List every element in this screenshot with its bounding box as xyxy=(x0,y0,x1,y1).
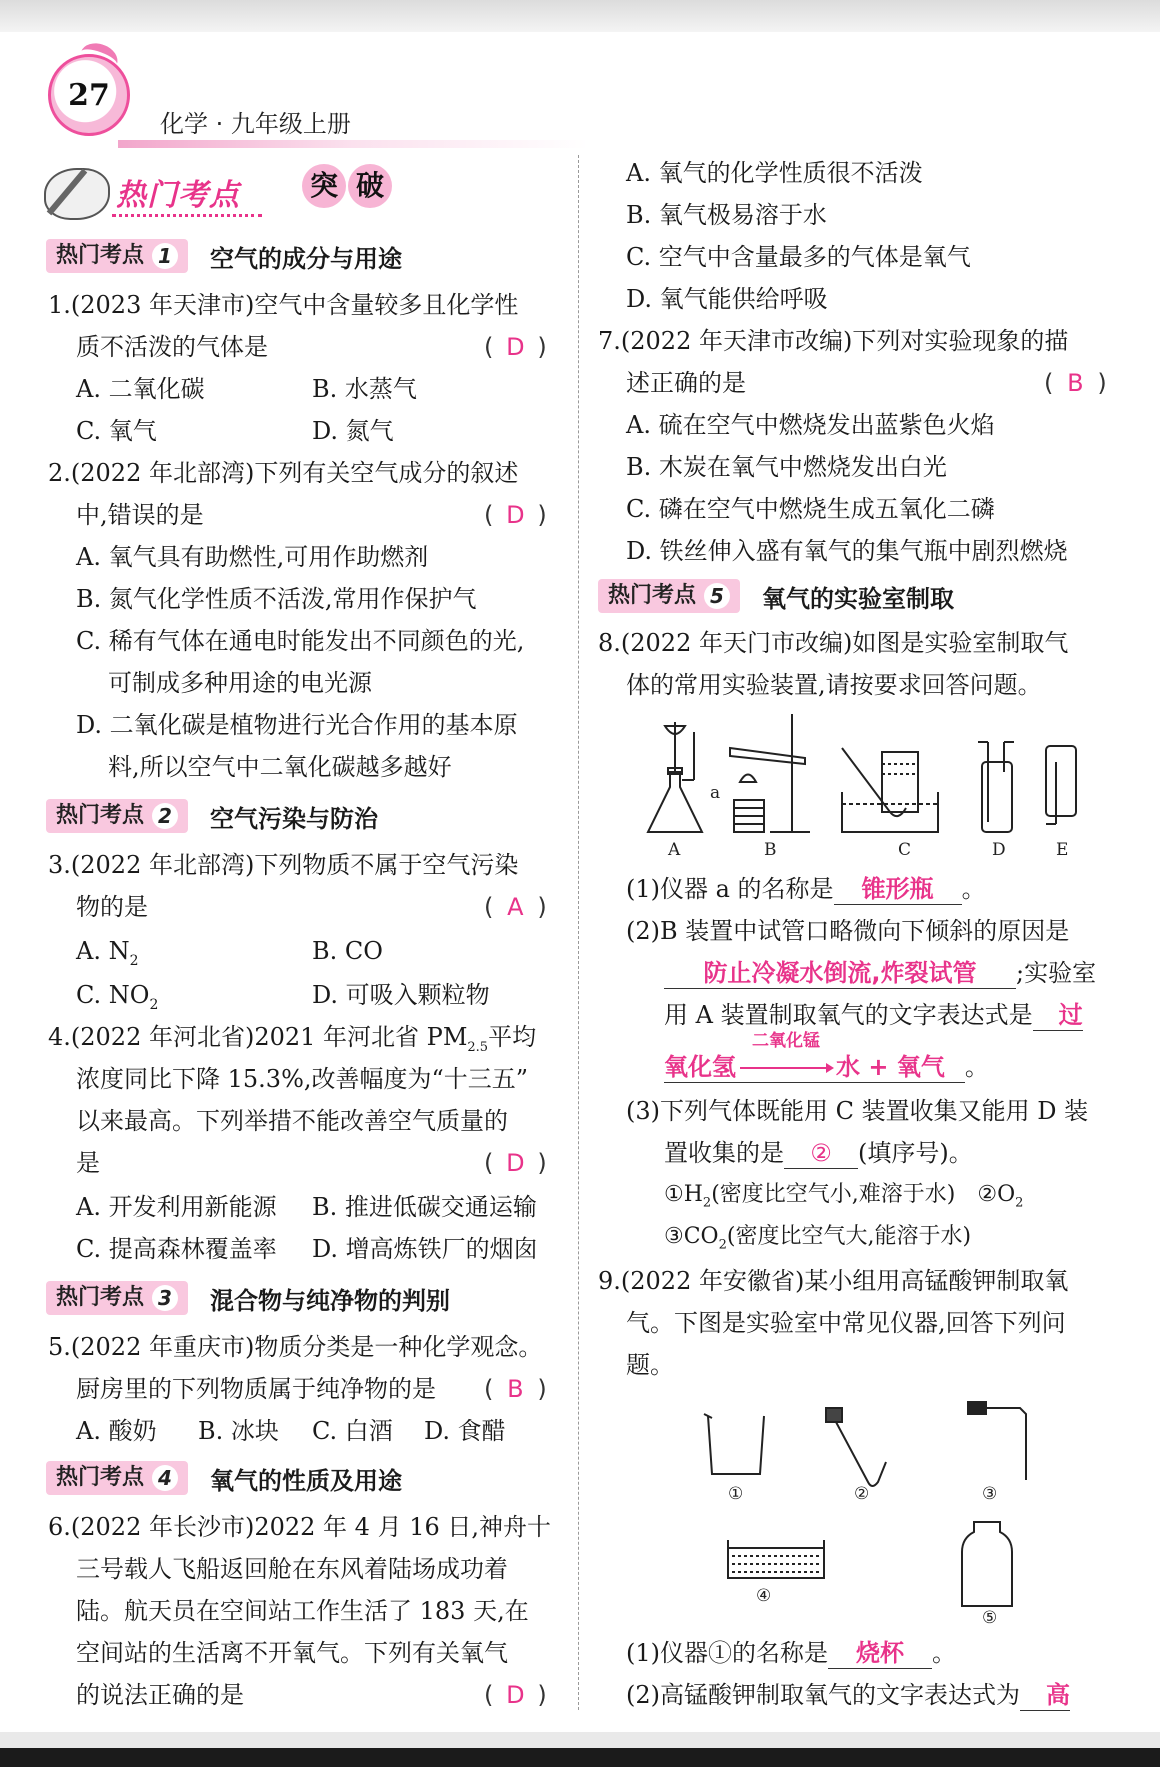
q5-option-b: B. 冰块 xyxy=(198,1417,279,1445)
q5-option-a: A. 酸奶 xyxy=(76,1417,157,1445)
q8-part2-line2: 防止冷凝水倒流,炸裂试管 ;实验室 xyxy=(664,958,1096,989)
apparatus-label: B xyxy=(764,840,777,860)
page-number-badge: 27 xyxy=(48,54,130,136)
hot-topic-name: 空气污染与防治 xyxy=(210,804,379,833)
q4-line4: 是 xyxy=(76,1149,100,1177)
q4-line3: 以来最高。下列举措不能改善空气质量的 xyxy=(76,1107,508,1135)
header-underline xyxy=(118,140,588,148)
q8-part2-line1: (2)B 装置中试管口略微向下倾斜的原因是 xyxy=(626,917,1070,945)
instrument-stopper-bent-tube xyxy=(968,1402,1026,1480)
q2-option-b: B. 氮气化学性质不活泼,常用作保护气 xyxy=(76,585,477,613)
q5-line2: 厨房里的下列物质属于纯净物的是 xyxy=(76,1375,436,1403)
hot-topic-name: 氧气的实验室制取 xyxy=(762,584,955,613)
q8-part2-line3: 用 A 装置制取氧气的文字表达式是 过 xyxy=(664,1001,1083,1029)
q6-line4: 空间站的生活离不开氧气。下列有关氧气 xyxy=(76,1639,508,1667)
q4-option-b: B. 推进低碳交通运输 xyxy=(312,1193,537,1221)
hot-topic-name: 混合物与纯净物的判别 xyxy=(210,1286,451,1315)
q7-option-b: B. 木炭在氧气中燃烧发出白光 xyxy=(626,453,947,481)
apparatus-label: C xyxy=(898,840,912,860)
q9-line2: 气。下图是实验室中常见仪器,回答下列问 xyxy=(626,1309,1066,1337)
q6-line2: 三号载人飞船返回舱在东风着陆场成功着 xyxy=(76,1555,508,1583)
q5-line1: 5.(2022 年重庆市)物质分类是一种化学观念。 xyxy=(48,1333,543,1361)
hot-topic-tag: 热门考点 3 xyxy=(46,1281,188,1315)
q7-line2: 述正确的是 xyxy=(626,369,746,397)
q4-option-c: C. 提高森林覆盖率 xyxy=(76,1235,277,1263)
instrument-label: ④ xyxy=(756,1586,772,1606)
q6-option-c: C. 空气中含量最多的气体是氧气 xyxy=(626,243,971,271)
q2-option-c-cont: 可制成多种用途的电光源 xyxy=(108,669,372,697)
header-title: 化学 · 九年级上册 xyxy=(160,110,351,138)
q2-option-d: D. 二氧化碳是植物进行光合作用的基本原 xyxy=(76,711,518,739)
section-break xyxy=(302,164,394,208)
q2-option-a: A. 氧气具有助燃性,可用作助燃剂 xyxy=(76,543,429,571)
q3-line2: 物的是 xyxy=(76,893,148,921)
q1-answer: ( D ) xyxy=(484,333,547,361)
instrument-gas-bottle xyxy=(962,1522,1012,1606)
column-divider xyxy=(578,155,579,1710)
q8-part3-options-line2: $③CO_2$(密度比空气大,能溶于水) xyxy=(664,1224,972,1253)
q3-option-d: D. 可吸入颗粒物 xyxy=(312,981,490,1009)
section-title: 热门考点 xyxy=(116,178,240,213)
dotted-underline xyxy=(112,214,262,217)
q2-option-c: C. 稀有气体在通电时能发出不同颜色的光, xyxy=(76,627,525,655)
palette-icon xyxy=(44,168,110,220)
q8-part3-line2: 置收集的是 ② (填序号)。 xyxy=(664,1139,973,1167)
instrument-label: ① xyxy=(728,1484,744,1504)
hot-topic-tag: 热门考点 1 xyxy=(46,239,188,273)
q3-answer: ( A ) xyxy=(484,893,547,921)
q1-line2: 质不活泼的气体是 xyxy=(76,333,268,361)
apparatus-label: E xyxy=(1056,840,1069,860)
apparatus-d-bottle xyxy=(978,742,1014,832)
q4-line1: 4.(2022 年河北省)2021 年河北省 $PM_{2.5}$平均 xyxy=(48,1023,537,1055)
hot-topic-2 xyxy=(46,798,378,834)
apparatus-c-trough xyxy=(842,748,938,832)
q8-part3-options-line1: $①H_2$(密度比空气小,难溶于水) $②O_2$ xyxy=(664,1182,1024,1211)
hot-topic-tag: 热门考点 5 xyxy=(598,579,740,613)
q2-line1: 2.(2022 年北部湾)下列有关空气成分的叙述 xyxy=(48,459,519,487)
q7-option-d: D. 铁丝伸入盛有氧气的集气瓶中剧烈燃烧 xyxy=(626,537,1068,565)
q6-line5: 的说法正确的是 xyxy=(76,1681,244,1709)
q6-option-a: A. 氧气的化学性质很不活泼 xyxy=(626,159,923,187)
hot-topic-tag: 热门考点 2 xyxy=(46,799,188,833)
q8-line2: 体的常用实验装置,请按要求回答问题。 xyxy=(626,671,1042,699)
hot-topic-5 xyxy=(598,578,954,614)
q4-option-d: D. 增高炼铁厂的烟囱 xyxy=(312,1235,538,1263)
hot-topic-1 xyxy=(46,238,402,274)
instrument-beaker xyxy=(704,1414,764,1474)
hot-topic-4 xyxy=(46,1460,402,1496)
apparatus-label-a-small: a xyxy=(710,783,721,803)
q4-option-a: A. 开发利用新能源 xyxy=(76,1193,277,1221)
hot-topic-name: 空气的成分与用途 xyxy=(210,244,403,273)
q2-answer: ( D ) xyxy=(484,501,547,529)
apparatus-b-heated-tube xyxy=(730,714,810,832)
q4-line2: 浓度同比下降 15.3%,改善幅度为“十三五” xyxy=(76,1065,529,1093)
q7-answer: ( B ) xyxy=(1044,369,1107,397)
q1-option-b: B. 水蒸气 xyxy=(312,375,417,403)
q3-option-c: C. $NO_2$ xyxy=(76,981,159,1013)
q3-line1: 3.(2022 年北部湾)下列物质不属于空气污染 xyxy=(48,851,519,879)
q1-option-c: C. 氧气 xyxy=(76,417,157,445)
instrument-label: ③ xyxy=(982,1484,998,1504)
q9-line3: 题。 xyxy=(626,1351,674,1379)
instrument-trough xyxy=(728,1540,824,1578)
instrument-label: ⑤ xyxy=(982,1608,998,1628)
instrument-rubber-stopper-tube xyxy=(826,1408,886,1486)
q7-option-a: A. 硫在空气中燃烧发出蓝紫色火焰 xyxy=(626,411,995,439)
q1-option-d: D. 氮气 xyxy=(312,417,394,445)
q1-line1: 1.(2023 年天津市)空气中含量较多且化学性 xyxy=(48,291,519,319)
instrument-label: ② xyxy=(854,1484,870,1504)
q1-option-a: A. 二氧化碳 xyxy=(76,375,205,403)
q4-answer: ( D ) xyxy=(484,1149,547,1177)
hot-topic-3 xyxy=(46,1280,450,1316)
q7-line1: 7.(2022 年天津市改编)下列对实验现象的描 xyxy=(598,327,1069,355)
q9-instruments-figure xyxy=(690,1392,1060,1622)
q5-answer: ( B ) xyxy=(484,1375,547,1403)
apparatus-label: D xyxy=(992,840,1006,860)
q6-line3: 陆。航天员在空间站工作生活了 183 天,在 xyxy=(76,1597,529,1625)
q5-option-d: D. 食醋 xyxy=(424,1417,506,1445)
hot-topic-name: 氧气的性质及用途 xyxy=(210,1466,403,1495)
top-shadow xyxy=(0,0,1160,32)
q9-part2: (2)高锰酸钾制取氧气的文字表达式为 高 xyxy=(626,1681,1070,1709)
q2-line2: 中,错误的是 xyxy=(76,501,204,529)
q9-line1: 9.(2022 年安徽省)某小组用高锰酸钾制取氧 xyxy=(598,1267,1069,1295)
q8-apparatus-figure xyxy=(630,712,1090,862)
q6-line1: 6.(2022 年长沙市)2022 年 4 月 16 日,神舟十 xyxy=(48,1513,551,1541)
break-char: 突 xyxy=(302,164,346,208)
q6-answer: ( D ) xyxy=(484,1681,547,1709)
q5-option-c: C. 白酒 xyxy=(312,1417,393,1445)
q8-part1: (1)仪器 a 的名称是 锥形瓶 。 xyxy=(626,875,986,903)
q6-option-d: D. 氧气能供给呼吸 xyxy=(626,285,828,313)
q8-line1: 8.(2022 年天门市改编)如图是实验室制取气 xyxy=(598,629,1069,657)
apparatus-label: A xyxy=(668,840,681,860)
bottom-bar xyxy=(0,1748,1160,1767)
hot-topic-tag: 热门考点 4 xyxy=(46,1461,188,1495)
q3-option-b: B. CO xyxy=(312,937,383,965)
q7-option-c: C. 磷在空气中燃烧生成五氧化二磷 xyxy=(626,495,995,523)
q8-equation: 氧化氢 二氧化锰 水 + 氧气 xyxy=(664,1052,965,1083)
q3-option-a: A. $N_2$ xyxy=(76,937,139,969)
break-char: 破 xyxy=(348,164,392,208)
q9-part1: (1)仪器①的名称是 烧杯 。 xyxy=(626,1639,956,1667)
q2-option-d-cont: 料,所以空气中二氧化碳越多越好 xyxy=(108,753,452,781)
q8-part3-line1: (3)下列气体既能用 C 装置收集又能用 D 装 xyxy=(626,1097,1089,1125)
apparatus-a-flask xyxy=(648,722,702,832)
q8-part2-line4: 氧化氢 二氧化锰 水 + 氧气 。 xyxy=(664,1031,989,1081)
apparatus-e-bottle xyxy=(1046,746,1076,824)
q6-option-b: B. 氧气极易溶于水 xyxy=(626,201,827,229)
